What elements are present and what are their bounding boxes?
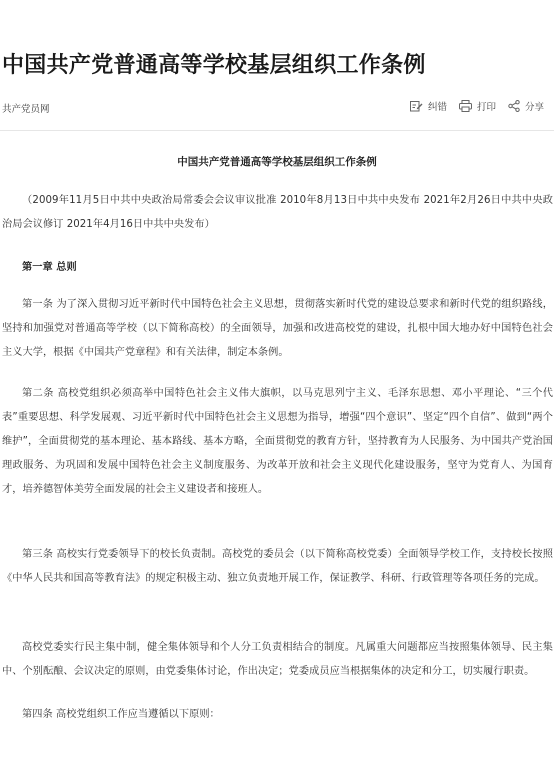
share-icon: [508, 100, 520, 112]
meta-bar: [0, 99, 554, 119]
printer-icon: [459, 100, 472, 112]
correct-label: 纠错: [427, 102, 447, 113]
article-paragraph: 第二条 高校党组织必须高举中国特色社会主义伟大旗帜，以马克思列宁主义、毛泽东思想、邓小平理论、“三个代表”重要思想、科学发展观、习近平新时代中国特色社会主义思想为指导，增强“四个意识”、坚定“四个自信”、做到“两个维护”，全面贯彻党的基本理论、基本路线、基本方略，全面贯彻党的教育方针，坚持教育为人民服务、为中国共产党治国理政服务、为巩固和发展中国特色社会主义制度服务、为改革开放和社会主义现代化建设服务，坚守为党育人、为国育才，培养德智体美劳全面发展的社会主义建设者和接班人。: [2, 388, 553, 495]
article-actions: [410, 99, 544, 113]
article-paragraph: 第四条 高校党组织工作应当遵循以下原则：: [22, 709, 220, 720]
share-button[interactable]: [508, 99, 544, 113]
print-button[interactable]: [459, 99, 496, 113]
correct-button[interactable]: [410, 99, 447, 113]
article-paragraph: 第三条 高校实行党委领导下的校长负责制。高校党的委员会（以下简称高校党委）全面领导学校工作，支持校长按照《中华人民共和国高等教育法》的规定积极主动、独立负责地开展工作，保证教学、科研、行政管理等各项任务的完成。: [2, 549, 553, 584]
article-note: （2009年11月5日中共中央政治局常委会会议审议批准 2010年8月13日中共中央发布 2021年2月26日中共中央政治局会议修订 2021年4月16日中共中央发布）: [2, 195, 553, 230]
page-title: 中国共产党普通高等学校基层组织工作条例: [2, 53, 426, 78]
source-label[interactable]: 共产党员网: [2, 104, 50, 115]
share-label: 分享: [524, 102, 544, 113]
article-heading: 中国共产党普通高等学校基层组织工作条例: [177, 156, 377, 168]
print-label: 打印: [476, 102, 496, 113]
article-paragraph: 第一条 为了深入贯彻习近平新时代中国特色社会主义思想，贯彻落实新时代党的建设总要求和新时代党的组织路线，坚持和加强党对普通高等学校（以下简称高校）的全面领导，加强和改进高校党的建设，扎根中国大地办好中国特色社会主义大学，根据《中国共产党章程》和有关法律，制定本条例。: [2, 299, 553, 358]
article-paragraph: 高校党委实行民主集中制，健全集体领导和个人分工负责相结合的制度。凡属重大问题都应当按照集体领导、民主集中、个别酝酿、会议决定的原则，由党委集体讨论，作出决定；党委成员应当根据集体的决定和分工，切实履行职责。: [2, 642, 553, 677]
chapter-heading: 第一章 总则: [22, 262, 77, 273]
edit-icon: [410, 100, 423, 112]
divider: [0, 130, 554, 131]
